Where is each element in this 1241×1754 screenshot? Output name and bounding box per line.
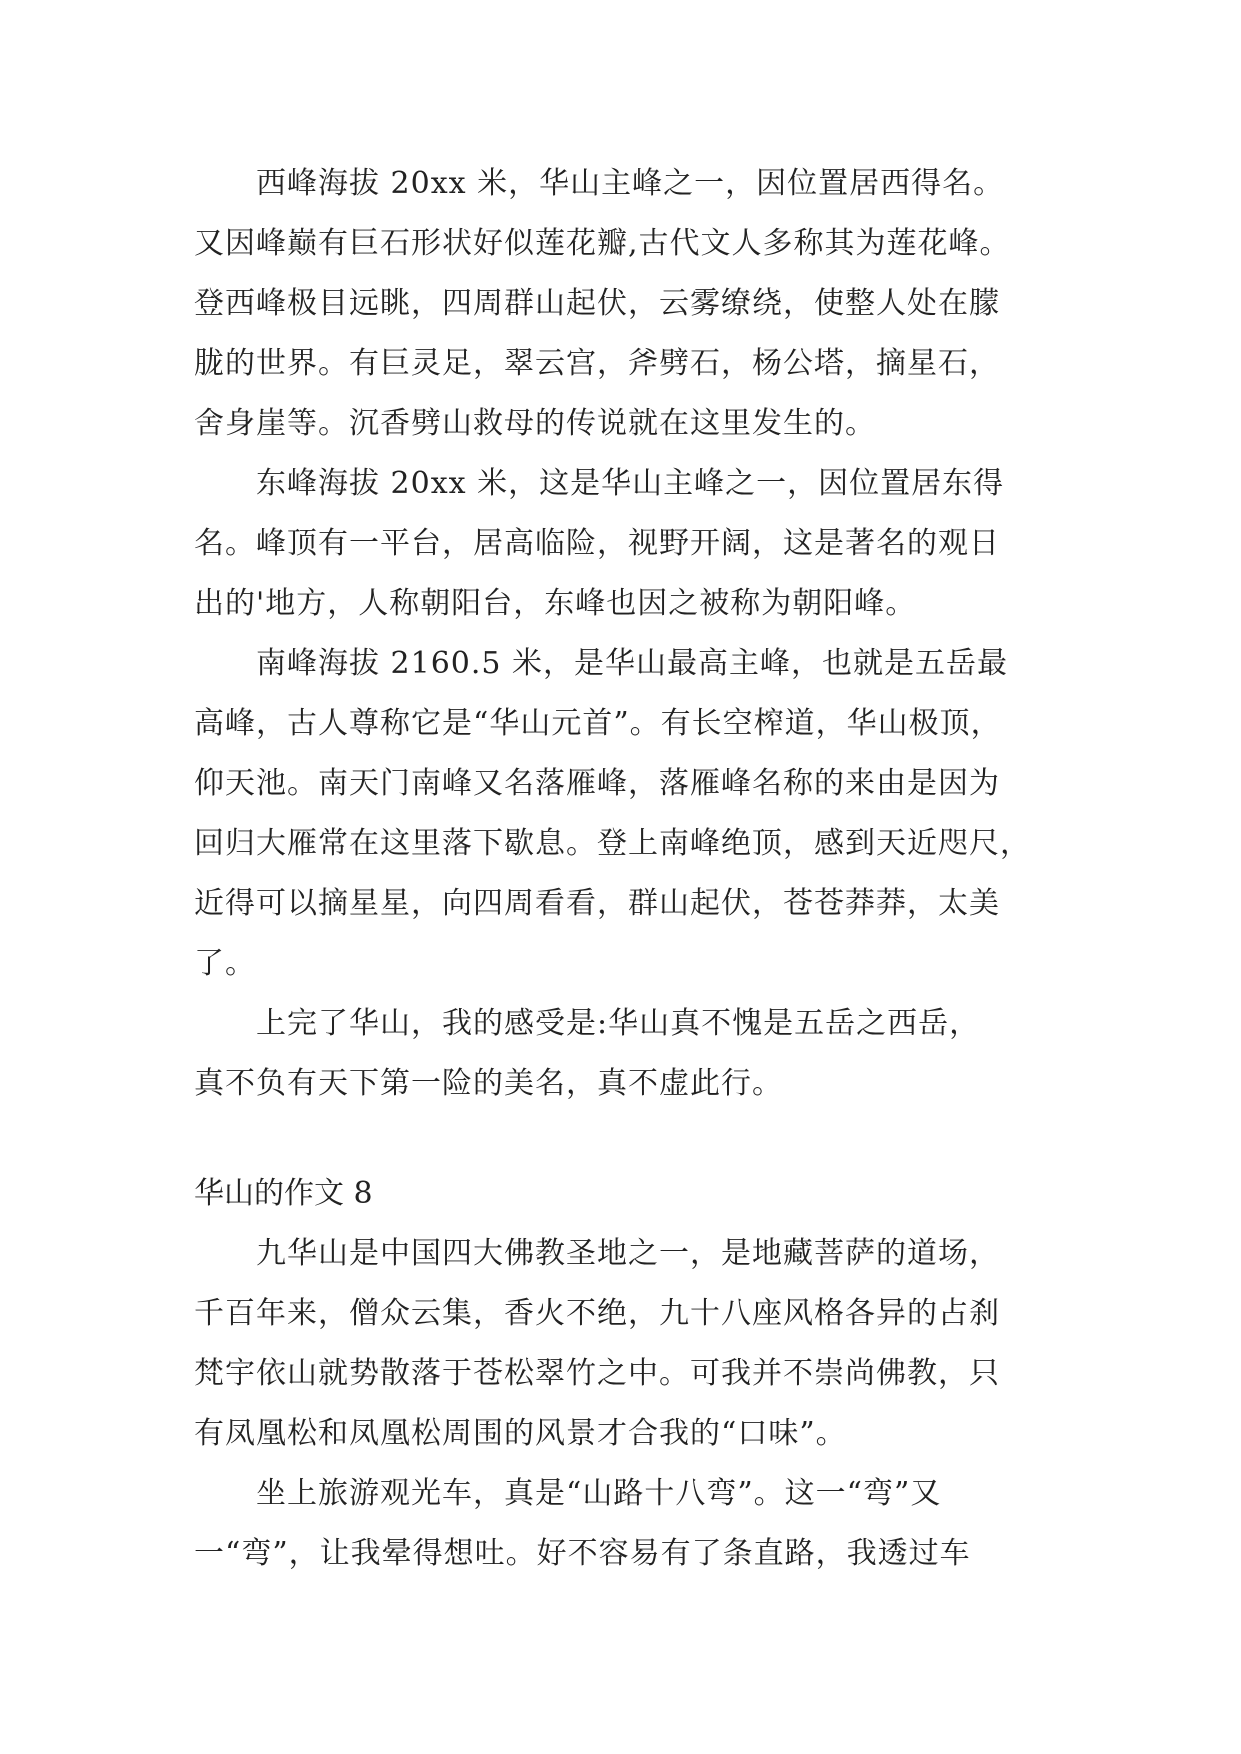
paragraph-line: 又因峰巅有巨石形状好似莲花瓣,古代文人多称其为莲花峰。 <box>194 226 1011 261</box>
paragraph-line: 一“弯”，让我晕得想吐。好不容易有了条直路，我透过车 <box>194 1536 971 1571</box>
paragraph-line: 西峰海拔 20xx 米，华山主峰之一，因位置居西得名。 <box>256 166 1005 201</box>
section-title: 华山的作文 8 <box>194 1176 373 1211</box>
paragraph-line: 上完了华山，我的感受是:华山真不愧是五岳之西岳， <box>256 1006 981 1041</box>
paragraph-line: 回归大雁常在这里落下歇息。登上南峰绝顶，感到天近咫尺， <box>194 826 1031 861</box>
paragraph-line: 仰天池。南天门南峰又名落雁峰，落雁峰名称的来由是因为 <box>194 766 1000 801</box>
paragraph-line: 真不负有天下第一险的美名，真不虚此行。 <box>194 1066 783 1101</box>
paragraph-line: 千百年来，僧众云集，香火不绝，九十八座风格各异的占刹 <box>194 1296 1000 1331</box>
paragraph-line: 梵宇依山就势散落于苍松翠竹之中。可我并不崇尚佛教，只 <box>194 1356 1000 1391</box>
paragraph-line: 有凤凰松和凤凰松周围的风景才合我的“口味”。 <box>194 1416 847 1451</box>
paragraph-line: 近得可以摘星星，向四周看看，群山起伏，苍苍莽莽，太美 <box>194 886 1000 921</box>
paragraph-line: 高峰，古人尊称它是“华山元首”。有长空榨道，华山极顶， <box>194 706 1002 741</box>
paragraph-line: 南峰海拔 2160.5 米，是华山最高主峰，也就是五岳最 <box>256 646 1009 681</box>
paragraph-line: 出的'地方，人称朝阳台，东峰也因之被称为朝阳峰。 <box>194 586 917 621</box>
paragraph-line: 舍身崖等。沉香劈山救母的传说就在这里发生的。 <box>194 406 876 441</box>
paragraph-line: 了。 <box>194 946 256 981</box>
paragraph-line: 胧的世界。有巨灵足，翠云宫，斧劈石，杨公塔，摘星石， <box>194 346 1000 381</box>
paragraph-line: 东峰海拔 20xx 米，这是华山主峰之一，因位置居东得 <box>256 466 1005 501</box>
paragraph-line: 九华山是中国四大佛教圣地之一，是地藏菩萨的道场， <box>256 1236 1000 1271</box>
paragraph-line: 坐上旅游观光车，真是“山路十八弯”。这一“弯”又 <box>256 1476 942 1511</box>
paragraph-line: 名。峰顶有一平台，居高临险，视野开阔，这是著名的观日 <box>194 526 1000 561</box>
paragraph-line: 登西峰极目远眺，四周群山起伏，云雾缭绕，使整人处在朦 <box>194 286 1000 321</box>
